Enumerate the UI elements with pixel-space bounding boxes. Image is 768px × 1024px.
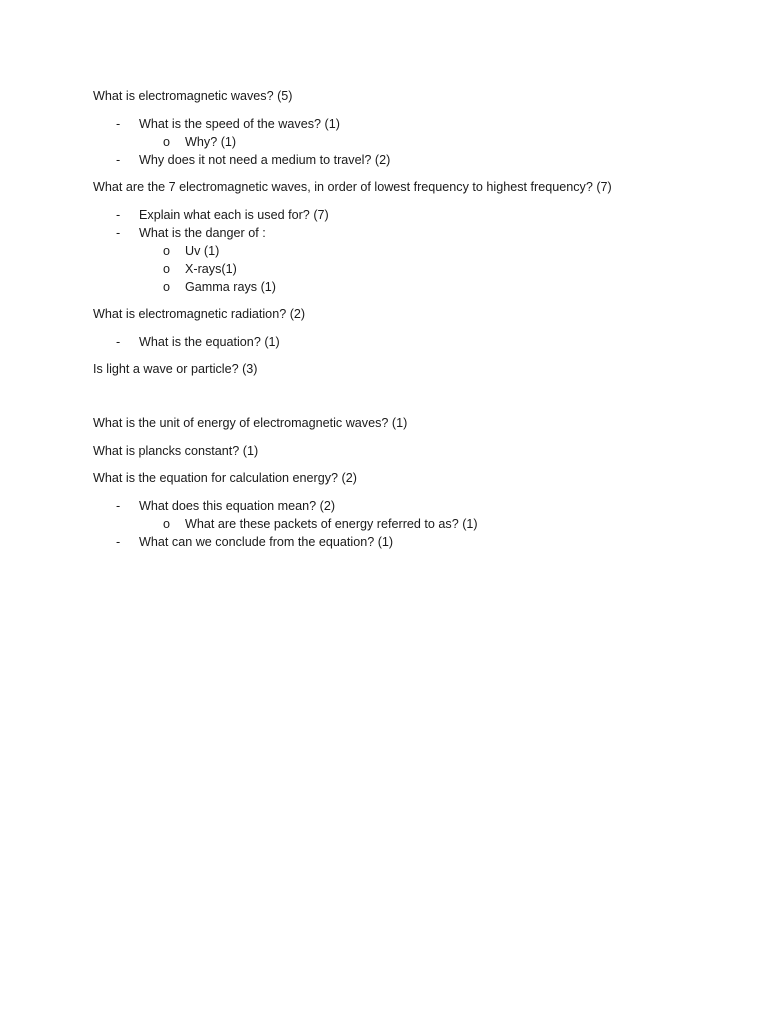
- question-line: What is electromagnetic waves? (5): [93, 89, 293, 103]
- sub-list: [93, 115, 713, 169]
- circle-bullet: o: [163, 261, 171, 276]
- list-item-text: Why? (1): [185, 134, 237, 149]
- list-item-text: What is the equation? (1): [139, 334, 280, 349]
- list-item-text: What are these packets of energy referred to as? (1): [185, 516, 478, 531]
- dash-bullet: -: [116, 225, 121, 240]
- list-item: [93, 260, 713, 278]
- question-line: What are the 7 electromagnetic waves, in order of lowest frequency to highest frequency? (7): [93, 180, 612, 194]
- sub-list: [93, 497, 713, 551]
- list-item: [93, 115, 713, 133]
- list-item: [93, 533, 713, 551]
- list-item-text: What is the danger of :: [139, 225, 266, 240]
- question-line: What is the equation for calculation energy? (2): [93, 471, 357, 485]
- dash-bullet: -: [116, 116, 121, 131]
- question-line: What is the unit of energy of electromagnetic waves? (1): [93, 416, 408, 430]
- dash-bullet: -: [116, 152, 121, 167]
- dash-bullet: -: [116, 207, 121, 222]
- list-item: [93, 224, 713, 242]
- circle-bullet: o: [163, 243, 171, 258]
- question-line: Is light a wave or particle? (3): [93, 362, 258, 376]
- list-item-text: Why does it not need a medium to travel? (2): [139, 152, 391, 167]
- list-item-text: What does this equation mean? (2): [139, 498, 336, 513]
- list-item: [93, 515, 713, 533]
- list-item-text: X-rays(1): [185, 261, 237, 276]
- question-line: What is electromagnetic radiation? (2): [93, 307, 306, 321]
- list-item: [93, 278, 713, 296]
- list-item-text: Uv (1): [185, 243, 220, 258]
- circle-bullet: o: [163, 279, 171, 294]
- dash-bullet: -: [116, 534, 121, 549]
- list-item-text: What is the speed of the waves? (1): [139, 116, 340, 131]
- dash-bullet: -: [116, 498, 121, 513]
- list-item: [93, 133, 713, 151]
- sub-list: [93, 333, 713, 351]
- list-item-text: Explain what each is used for? (7): [139, 207, 329, 222]
- list-item: [93, 333, 713, 351]
- dash-bullet: -: [116, 334, 121, 349]
- list-item: [93, 151, 713, 169]
- list-item: [93, 206, 713, 224]
- circle-bullet: o: [163, 134, 171, 149]
- document-page: [93, 87, 713, 560]
- circle-bullet: o: [163, 516, 171, 531]
- list-item-text: Gamma rays (1): [185, 279, 276, 294]
- question-line: What is plancks constant? (1): [93, 443, 259, 458]
- list-item: [93, 242, 713, 260]
- list-item-text: What can we conclude from the equation? (1): [139, 534, 394, 549]
- list-item: [93, 497, 713, 515]
- sub-list: [93, 206, 713, 296]
